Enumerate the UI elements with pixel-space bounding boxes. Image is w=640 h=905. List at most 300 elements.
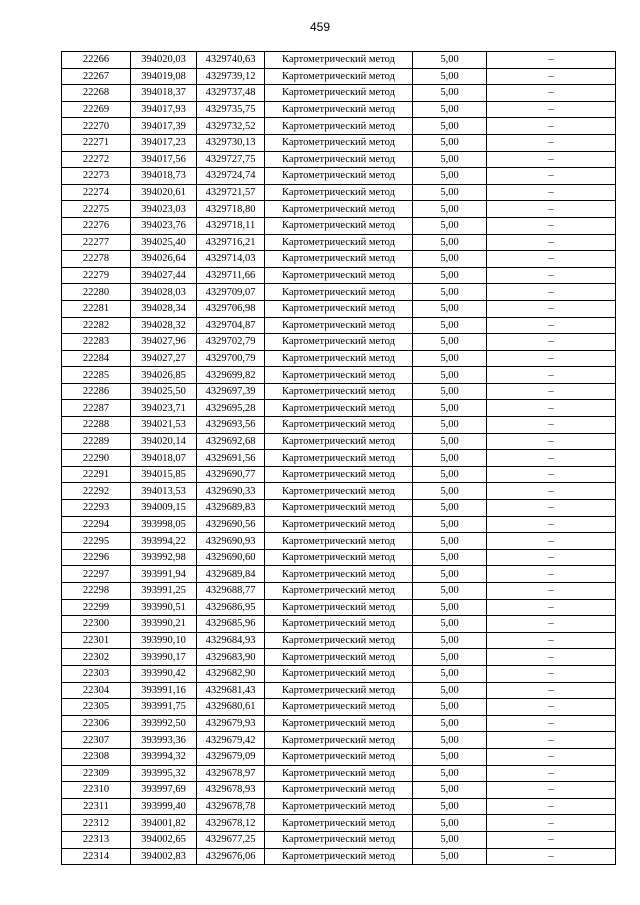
note-cell: – [487,52,616,69]
point-number-cell: 22267 [62,68,131,85]
note-cell: – [487,848,616,865]
method-cell: Картометрический метод [265,765,413,782]
x-coordinate-cell: 394002,83 [131,848,197,865]
x-coordinate-cell: 394013,53 [131,483,197,500]
method-cell: Картометрический метод [265,682,413,699]
table-row [62,334,616,351]
note-cell: – [487,68,616,85]
table-row [62,831,616,848]
note-cell: – [487,798,616,815]
table-row [62,217,616,234]
point-number-cell: 22296 [62,549,131,566]
accuracy-cell: 5,00 [413,168,487,185]
accuracy-cell: 5,00 [413,450,487,467]
accuracy-cell: 5,00 [413,300,487,317]
note-cell: – [487,118,616,135]
y-coordinate-cell: 4329711,66 [197,267,265,284]
y-coordinate-cell: 4329690,77 [197,466,265,483]
y-coordinate-cell: 4329695,28 [197,400,265,417]
note-cell: – [487,168,616,185]
method-cell: Картометрический метод [265,184,413,201]
y-coordinate-cell: 4329721,57 [197,184,265,201]
point-number-cell: 22301 [62,632,131,649]
table-row [62,184,616,201]
method-cell: Картометрический метод [265,383,413,400]
x-coordinate-cell: 394017,93 [131,101,197,118]
table-row [62,85,616,102]
method-cell: Картометрический метод [265,251,413,268]
accuracy-cell: 5,00 [413,350,487,367]
method-cell: Картометрический метод [265,466,413,483]
point-number-cell: 22309 [62,765,131,782]
note-cell: – [487,831,616,848]
accuracy-cell: 5,00 [413,599,487,616]
accuracy-cell: 5,00 [413,765,487,782]
point-number-cell: 22310 [62,782,131,799]
y-coordinate-cell: 4329678,12 [197,815,265,832]
method-cell: Картометрический метод [265,433,413,450]
point-number-cell: 22306 [62,715,131,732]
x-coordinate-cell: 394023,71 [131,400,197,417]
note-cell: – [487,649,616,666]
x-coordinate-cell: 394019,08 [131,68,197,85]
method-cell: Картометрический метод [265,52,413,69]
accuracy-cell: 5,00 [413,748,487,765]
x-coordinate-cell: 394023,03 [131,201,197,218]
x-coordinate-cell: 393997,69 [131,782,197,799]
note-cell: – [487,765,616,782]
table-row [62,599,616,616]
accuracy-cell: 5,00 [413,715,487,732]
accuracy-cell: 5,00 [413,433,487,450]
x-coordinate-cell: 394018,37 [131,85,197,102]
x-coordinate-cell: 393995,32 [131,765,197,782]
y-coordinate-cell: 4329688,77 [197,583,265,600]
point-number-cell: 22302 [62,649,131,666]
y-coordinate-cell: 4329678,78 [197,798,265,815]
method-cell: Картометрический метод [265,217,413,234]
x-coordinate-cell: 394020,03 [131,52,197,69]
table-row [62,118,616,135]
method-cell: Картометрический метод [265,500,413,517]
y-coordinate-cell: 4329690,93 [197,533,265,550]
point-number-cell: 22268 [62,85,131,102]
note-cell: – [487,483,616,500]
note-cell: – [487,234,616,251]
x-coordinate-cell: 394020,61 [131,184,197,201]
point-number-cell: 22276 [62,217,131,234]
method-cell: Картометрический метод [265,267,413,284]
method-cell: Картометрический метод [265,101,413,118]
table-row [62,798,616,815]
x-coordinate-cell: 394002,65 [131,831,197,848]
x-coordinate-cell: 393999,40 [131,798,197,815]
coordinates-table-body [62,52,616,865]
y-coordinate-cell: 4329679,09 [197,748,265,765]
table-row [62,699,616,716]
y-coordinate-cell: 4329740,63 [197,52,265,69]
accuracy-cell: 5,00 [413,632,487,649]
point-number-cell: 22282 [62,317,131,334]
x-coordinate-cell: 393991,16 [131,682,197,699]
y-coordinate-cell: 4329709,07 [197,284,265,301]
point-number-cell: 22312 [62,815,131,832]
method-cell: Картометрический метод [265,732,413,749]
x-coordinate-cell: 393990,10 [131,632,197,649]
x-coordinate-cell: 393991,25 [131,583,197,600]
y-coordinate-cell: 4329716,21 [197,234,265,251]
accuracy-cell: 5,00 [413,516,487,533]
table-row [62,732,616,749]
y-coordinate-cell: 4329681,43 [197,682,265,699]
table-row [62,383,616,400]
accuracy-cell: 5,00 [413,151,487,168]
accuracy-cell: 5,00 [413,118,487,135]
y-coordinate-cell: 4329685,96 [197,616,265,633]
x-coordinate-cell: 393990,21 [131,616,197,633]
note-cell: – [487,383,616,400]
method-cell: Картометрический метод [265,715,413,732]
y-coordinate-cell: 4329739,12 [197,68,265,85]
table-row [62,367,616,384]
accuracy-cell: 5,00 [413,798,487,815]
method-cell: Картометрический метод [265,748,413,765]
y-coordinate-cell: 4329690,60 [197,549,265,566]
y-coordinate-cell: 4329724,74 [197,168,265,185]
table-row [62,168,616,185]
note-cell: – [487,599,616,616]
point-number-cell: 22303 [62,665,131,682]
table-row [62,500,616,517]
accuracy-cell: 5,00 [413,500,487,517]
accuracy-cell: 5,00 [413,665,487,682]
x-coordinate-cell: 394026,64 [131,251,197,268]
note-cell: – [487,433,616,450]
note-cell: – [487,400,616,417]
point-number-cell: 22299 [62,599,131,616]
y-coordinate-cell: 4329689,84 [197,566,265,583]
x-coordinate-cell: 393992,50 [131,715,197,732]
table-row [62,748,616,765]
table-row [62,583,616,600]
point-number-cell: 22300 [62,616,131,633]
point-number-cell: 22291 [62,466,131,483]
note-cell: – [487,583,616,600]
note-cell: – [487,516,616,533]
y-coordinate-cell: 4329735,75 [197,101,265,118]
note-cell: – [487,632,616,649]
accuracy-cell: 5,00 [413,583,487,600]
x-coordinate-cell: 394021,53 [131,417,197,434]
accuracy-cell: 5,00 [413,782,487,799]
method-cell: Картометрический метод [265,417,413,434]
y-coordinate-cell: 4329680,61 [197,699,265,716]
y-coordinate-cell: 4329697,39 [197,383,265,400]
method-cell: Картометрический метод [265,234,413,251]
accuracy-cell: 5,00 [413,566,487,583]
point-number-cell: 22284 [62,350,131,367]
accuracy-cell: 5,00 [413,533,487,550]
accuracy-cell: 5,00 [413,417,487,434]
note-cell: – [487,300,616,317]
point-number-cell: 22295 [62,533,131,550]
note-cell: – [487,450,616,467]
note-cell: – [487,748,616,765]
accuracy-cell: 5,00 [413,815,487,832]
method-cell: Картометрический метод [265,699,413,716]
point-number-cell: 22279 [62,267,131,284]
x-coordinate-cell: 394017,23 [131,134,197,151]
note-cell: – [487,715,616,732]
note-cell: – [487,134,616,151]
accuracy-cell: 5,00 [413,483,487,500]
table-row [62,350,616,367]
y-coordinate-cell: 4329704,87 [197,317,265,334]
note-cell: – [487,217,616,234]
accuracy-cell: 5,00 [413,400,487,417]
accuracy-cell: 5,00 [413,549,487,566]
note-cell: – [487,284,616,301]
table-row [62,665,616,682]
y-coordinate-cell: 4329727,75 [197,151,265,168]
point-number-cell: 22292 [62,483,131,500]
x-coordinate-cell: 394017,39 [131,118,197,135]
accuracy-cell: 5,00 [413,732,487,749]
point-number-cell: 22281 [62,300,131,317]
accuracy-cell: 5,00 [413,234,487,251]
method-cell: Картометрический метод [265,118,413,135]
note-cell: – [487,732,616,749]
y-coordinate-cell: 4329718,11 [197,217,265,234]
table-row [62,400,616,417]
y-coordinate-cell: 4329730,13 [197,134,265,151]
point-number-cell: 22273 [62,168,131,185]
y-coordinate-cell: 4329714,03 [197,251,265,268]
x-coordinate-cell: 394026,85 [131,367,197,384]
table-row [62,234,616,251]
y-coordinate-cell: 4329684,93 [197,632,265,649]
point-number-cell: 22314 [62,848,131,865]
table-row [62,417,616,434]
note-cell: – [487,533,616,550]
table-row [62,715,616,732]
table-row [62,317,616,334]
table-row [62,433,616,450]
table-row [62,52,616,69]
x-coordinate-cell: 393994,32 [131,748,197,765]
table-row [62,483,616,500]
x-coordinate-cell: 394023,76 [131,217,197,234]
method-cell: Картометрический метод [265,815,413,832]
x-coordinate-cell: 394001,82 [131,815,197,832]
x-coordinate-cell: 393990,51 [131,599,197,616]
method-cell: Картометрический метод [265,583,413,600]
point-number-cell: 22311 [62,798,131,815]
method-cell: Картометрический метод [265,599,413,616]
method-cell: Картометрический метод [265,134,413,151]
x-coordinate-cell: 394028,03 [131,284,197,301]
point-number-cell: 22298 [62,583,131,600]
accuracy-cell: 5,00 [413,848,487,865]
x-coordinate-cell: 394028,32 [131,317,197,334]
table-row [62,682,616,699]
point-number-cell: 22288 [62,417,131,434]
method-cell: Картометрический метод [265,798,413,815]
table-row [62,151,616,168]
table-row [62,284,616,301]
x-coordinate-cell: 394015,85 [131,466,197,483]
note-cell: – [487,201,616,218]
point-number-cell: 22289 [62,433,131,450]
table-row [62,848,616,865]
accuracy-cell: 5,00 [413,251,487,268]
x-coordinate-cell: 394020,14 [131,433,197,450]
method-cell: Картометрический метод [265,831,413,848]
point-number-cell: 22304 [62,682,131,699]
method-cell: Картометрический метод [265,367,413,384]
point-number-cell: 22280 [62,284,131,301]
accuracy-cell: 5,00 [413,201,487,218]
table-row [62,300,616,317]
y-coordinate-cell: 4329702,79 [197,334,265,351]
table-row [62,450,616,467]
accuracy-cell: 5,00 [413,317,487,334]
y-coordinate-cell: 4329700,79 [197,350,265,367]
point-number-cell: 22308 [62,748,131,765]
point-number-cell: 22293 [62,500,131,517]
y-coordinate-cell: 4329737,48 [197,85,265,102]
point-number-cell: 22286 [62,383,131,400]
note-cell: – [487,267,616,284]
table-row [62,782,616,799]
method-cell: Картометрический метод [265,483,413,500]
table-row [62,632,616,649]
method-cell: Картометрический метод [265,85,413,102]
method-cell: Картометрический метод [265,649,413,666]
x-coordinate-cell: 393990,17 [131,649,197,666]
table-row [62,566,616,583]
accuracy-cell: 5,00 [413,267,487,284]
method-cell: Картометрический метод [265,284,413,301]
point-number-cell: 22294 [62,516,131,533]
x-coordinate-cell: 393998,05 [131,516,197,533]
table-row [62,466,616,483]
method-cell: Картометрический метод [265,566,413,583]
method-cell: Картометрический метод [265,317,413,334]
method-cell: Картометрический метод [265,350,413,367]
method-cell: Картометрический метод [265,516,413,533]
table-row [62,516,616,533]
y-coordinate-cell: 4329683,90 [197,649,265,666]
note-cell: – [487,251,616,268]
note-cell: – [487,151,616,168]
accuracy-cell: 5,00 [413,649,487,666]
y-coordinate-cell: 4329706,98 [197,300,265,317]
point-number-cell: 22278 [62,251,131,268]
method-cell: Картометрический метод [265,616,413,633]
note-cell: – [487,682,616,699]
note-cell: – [487,85,616,102]
note-cell: – [487,334,616,351]
x-coordinate-cell: 394027,27 [131,350,197,367]
x-coordinate-cell: 394009,15 [131,500,197,517]
y-coordinate-cell: 4329676,06 [197,848,265,865]
note-cell: – [487,815,616,832]
table-row [62,101,616,118]
table-row [62,201,616,218]
accuracy-cell: 5,00 [413,101,487,118]
page-number: 459 [309,20,331,34]
x-coordinate-cell: 394017,56 [131,151,197,168]
note-cell: – [487,350,616,367]
accuracy-cell: 5,00 [413,334,487,351]
accuracy-cell: 5,00 [413,52,487,69]
y-coordinate-cell: 4329718,80 [197,201,265,218]
accuracy-cell: 5,00 [413,682,487,699]
note-cell: – [487,184,616,201]
method-cell: Картометрический метод [265,450,413,467]
method-cell: Картометрический метод [265,151,413,168]
point-number-cell: 22272 [62,151,131,168]
method-cell: Картометрический метод [265,168,413,185]
table-row [62,649,616,666]
table-row [62,765,616,782]
x-coordinate-cell: 393991,75 [131,699,197,716]
x-coordinate-cell: 393993,36 [131,732,197,749]
point-number-cell: 22290 [62,450,131,467]
table-row [62,815,616,832]
point-number-cell: 22305 [62,699,131,716]
note-cell: – [487,616,616,633]
y-coordinate-cell: 4329732,52 [197,118,265,135]
method-cell: Картометрический метод [265,300,413,317]
y-coordinate-cell: 4329678,93 [197,782,265,799]
x-coordinate-cell: 394025,50 [131,383,197,400]
coordinates-table [61,51,616,865]
point-number-cell: 22277 [62,234,131,251]
point-number-cell: 22266 [62,52,131,69]
method-cell: Картометрический метод [265,334,413,351]
note-cell: – [487,500,616,517]
accuracy-cell: 5,00 [413,367,487,384]
note-cell: – [487,367,616,384]
method-cell: Картометрический метод [265,848,413,865]
accuracy-cell: 5,00 [413,134,487,151]
x-coordinate-cell: 394018,73 [131,168,197,185]
y-coordinate-cell: 4329682,90 [197,665,265,682]
x-coordinate-cell: 393994,22 [131,533,197,550]
note-cell: – [487,549,616,566]
y-coordinate-cell: 4329693,56 [197,417,265,434]
x-coordinate-cell: 394025,40 [131,234,197,251]
method-cell: Картометрический метод [265,400,413,417]
y-coordinate-cell: 4329699,82 [197,367,265,384]
y-coordinate-cell: 4329678,97 [197,765,265,782]
y-coordinate-cell: 4329679,42 [197,732,265,749]
point-number-cell: 22285 [62,367,131,384]
method-cell: Картометрический метод [265,549,413,566]
accuracy-cell: 5,00 [413,68,487,85]
x-coordinate-cell: 394027,96 [131,334,197,351]
point-number-cell: 22269 [62,101,131,118]
accuracy-cell: 5,00 [413,184,487,201]
table-row [62,68,616,85]
table-row [62,251,616,268]
note-cell: – [487,699,616,716]
x-coordinate-cell: 394018,07 [131,450,197,467]
accuracy-cell: 5,00 [413,85,487,102]
accuracy-cell: 5,00 [413,699,487,716]
